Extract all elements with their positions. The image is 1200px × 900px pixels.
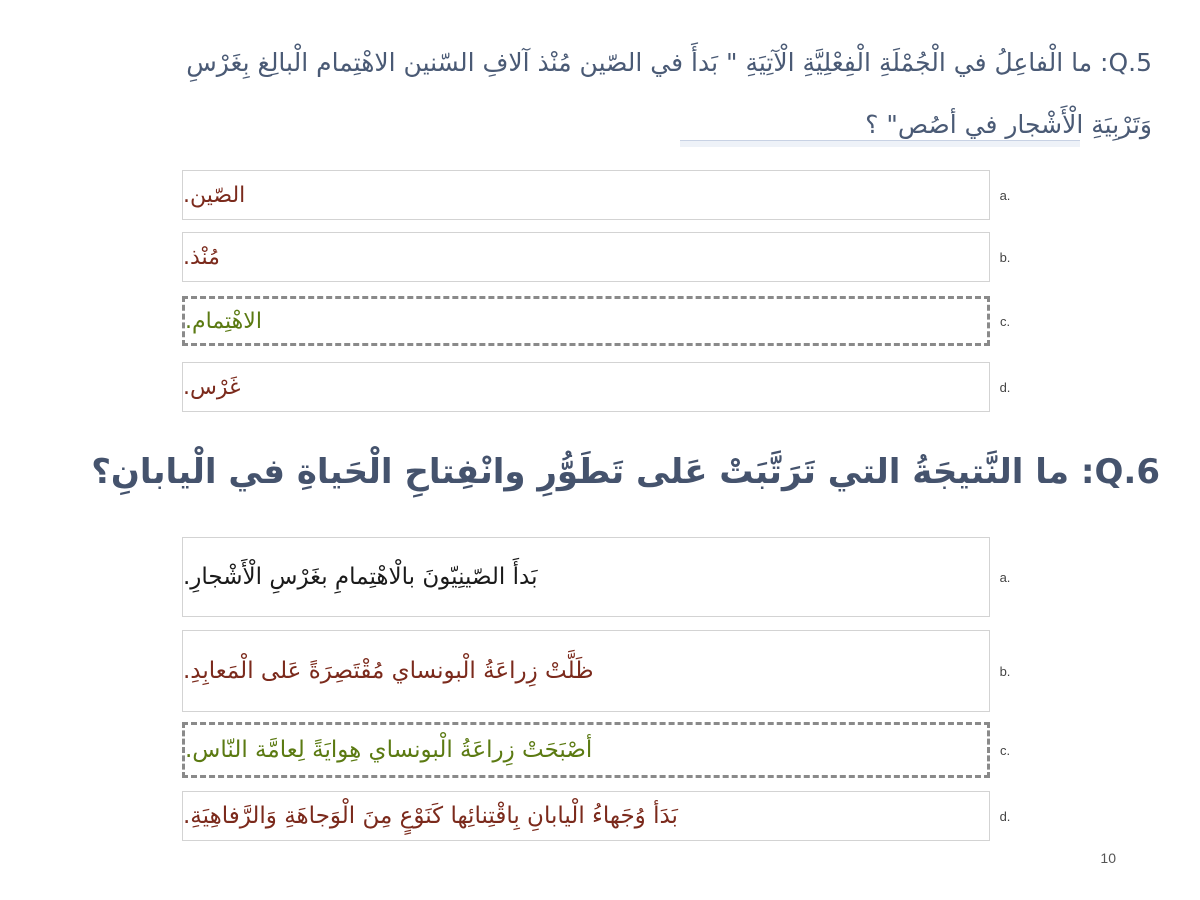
q6-question-title: Q.6: ما النَّتيجَةُ التي تَرَتَّبَتْ عَلى تَطَوُّرِ وانْفِتاحِ الْحَياةِ في الْيابانِ؟ bbox=[91, 452, 1160, 492]
q6-option-d[interactable] bbox=[182, 791, 1020, 841]
option-text: مُنْذ. bbox=[183, 244, 220, 270]
q6-option-a[interactable] bbox=[182, 537, 1020, 617]
option-text: غَرْس. bbox=[183, 374, 241, 400]
option-text: بَدَأ وُجَهاءُ الْيابانِ بِاقْتِنائِها كَنَوْعٍ مِنَ الْوَجاهَةِ وَالرَّفاهِيَةِ. bbox=[183, 803, 678, 829]
q6-option-c-selected[interactable] bbox=[182, 722, 1020, 778]
question-underline-decoration bbox=[680, 140, 1080, 147]
q5-question-line2: وَتَرْبِيَةِ الْأَشْجار في أصُص" ؟ bbox=[865, 110, 1152, 139]
option-letter: d. bbox=[999, 379, 1011, 395]
page-number: 10 bbox=[1100, 850, 1116, 866]
option-letter: c. bbox=[999, 742, 1011, 758]
option-letter: b. bbox=[999, 663, 1011, 679]
option-letter: c. bbox=[999, 313, 1011, 329]
option-letter: d. bbox=[999, 808, 1011, 824]
option-text: ظَلَّتْ زِراعَةُ الْبونساي مُقْتَصِرَةً عَلى الْمَعابِدِ. bbox=[183, 658, 594, 684]
option-text: الصّين. bbox=[183, 182, 246, 208]
option-letter: a. bbox=[999, 187, 1011, 203]
q5-option-d[interactable] bbox=[182, 362, 1020, 412]
option-text: أصْبَحَتْ زِراعَةُ الْبونساي هِوايَةً لِعامَّة النّاس. bbox=[185, 737, 593, 763]
q5-option-c-selected[interactable] bbox=[182, 296, 1020, 346]
q5-question-line1: Q.5: ما الْفاعِلُ في الْجُمْلَةِ الْفِعْلِيَّةِ الْآتِيَةِ " بَدأَ في الصّين مُنْذ آلافِ السّنين الاهْتِمام الْبالِغ بِغَرْسِ bbox=[186, 48, 1152, 77]
option-letter: b. bbox=[999, 249, 1011, 265]
q5-option-b[interactable] bbox=[182, 232, 1020, 282]
option-text: الاهْتِمام. bbox=[185, 308, 262, 334]
q5-option-a[interactable] bbox=[182, 170, 1020, 220]
option-letter: a. bbox=[999, 569, 1011, 585]
option-text: بَدأَ الصّينِيّونَ بالْاهْتِمامِ بغَرْسِ الْأَشْجارِ. bbox=[183, 564, 538, 590]
q6-option-b[interactable] bbox=[182, 630, 1020, 712]
